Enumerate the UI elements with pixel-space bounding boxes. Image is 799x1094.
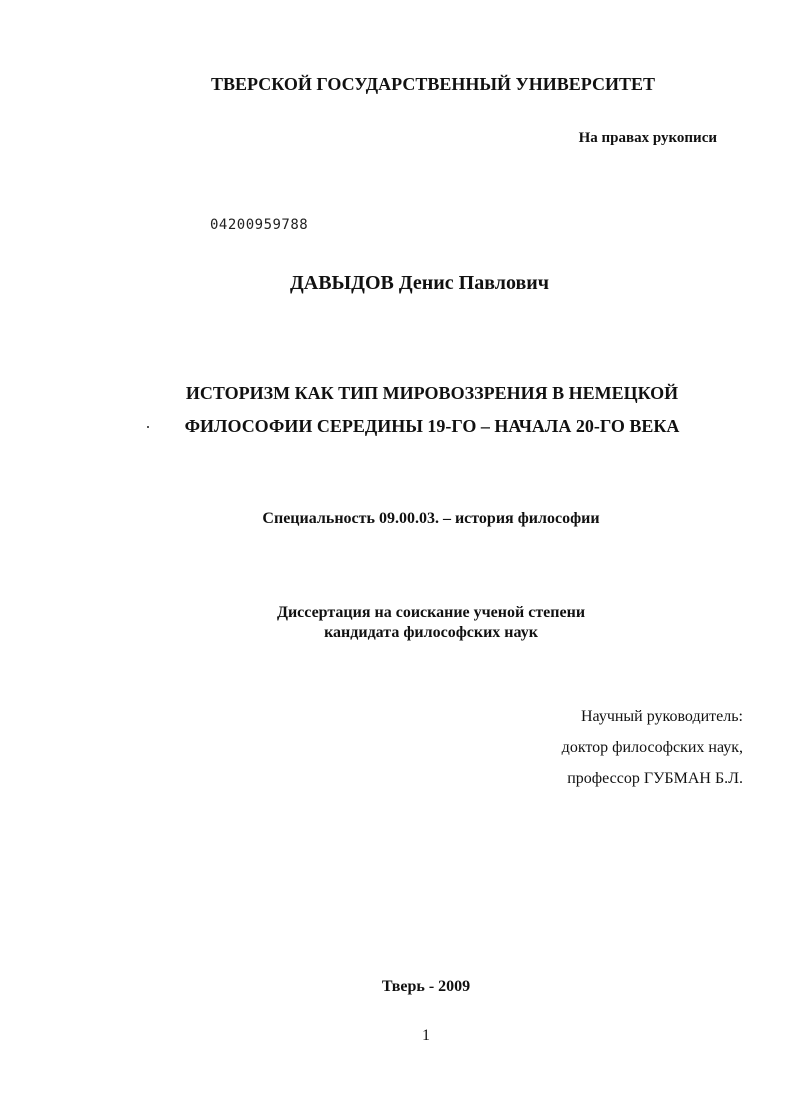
specialty: Специальность 09.00.03. – история философии xyxy=(262,510,600,527)
degree-statement-line-2: кандидата философских наук xyxy=(324,624,538,641)
author-given-names: Денис Павлович xyxy=(398,272,550,294)
city-year: Тверь - 2009 xyxy=(381,978,471,995)
advisor-degree: доктор философских наук, xyxy=(561,739,743,756)
university-name: ТВЕРСКОЙ ГОСУДАРСТВЕННЫЙ УНИВЕРСИТЕТ xyxy=(211,74,655,94)
advisor-label: Научный руководитель: xyxy=(580,708,743,725)
dissertation-title-line-1: ИСТОРИЗМ КАК ТИП МИРОВОЗЗРЕНИЯ В НЕМЕЦКОЙ xyxy=(185,383,679,403)
author-name xyxy=(290,272,549,295)
catalog-number: 04200959788 xyxy=(210,217,309,233)
dissertation-title-line-2: ФИЛОСОФИИ СЕРЕДИНЫ 19-ГО – НАЧАЛА 20-ГО ВЕКА xyxy=(184,416,680,436)
advisor-name: профессор ГУБМАН Б.Л. xyxy=(567,770,743,787)
degree-statement-line-1: Диссертация на соискание ученой степени xyxy=(276,604,586,621)
author-surname: ДАВЫДОВ xyxy=(290,272,394,294)
rights-notice: На правах рукописи xyxy=(578,130,717,146)
page-number: 1 xyxy=(422,1027,430,1044)
